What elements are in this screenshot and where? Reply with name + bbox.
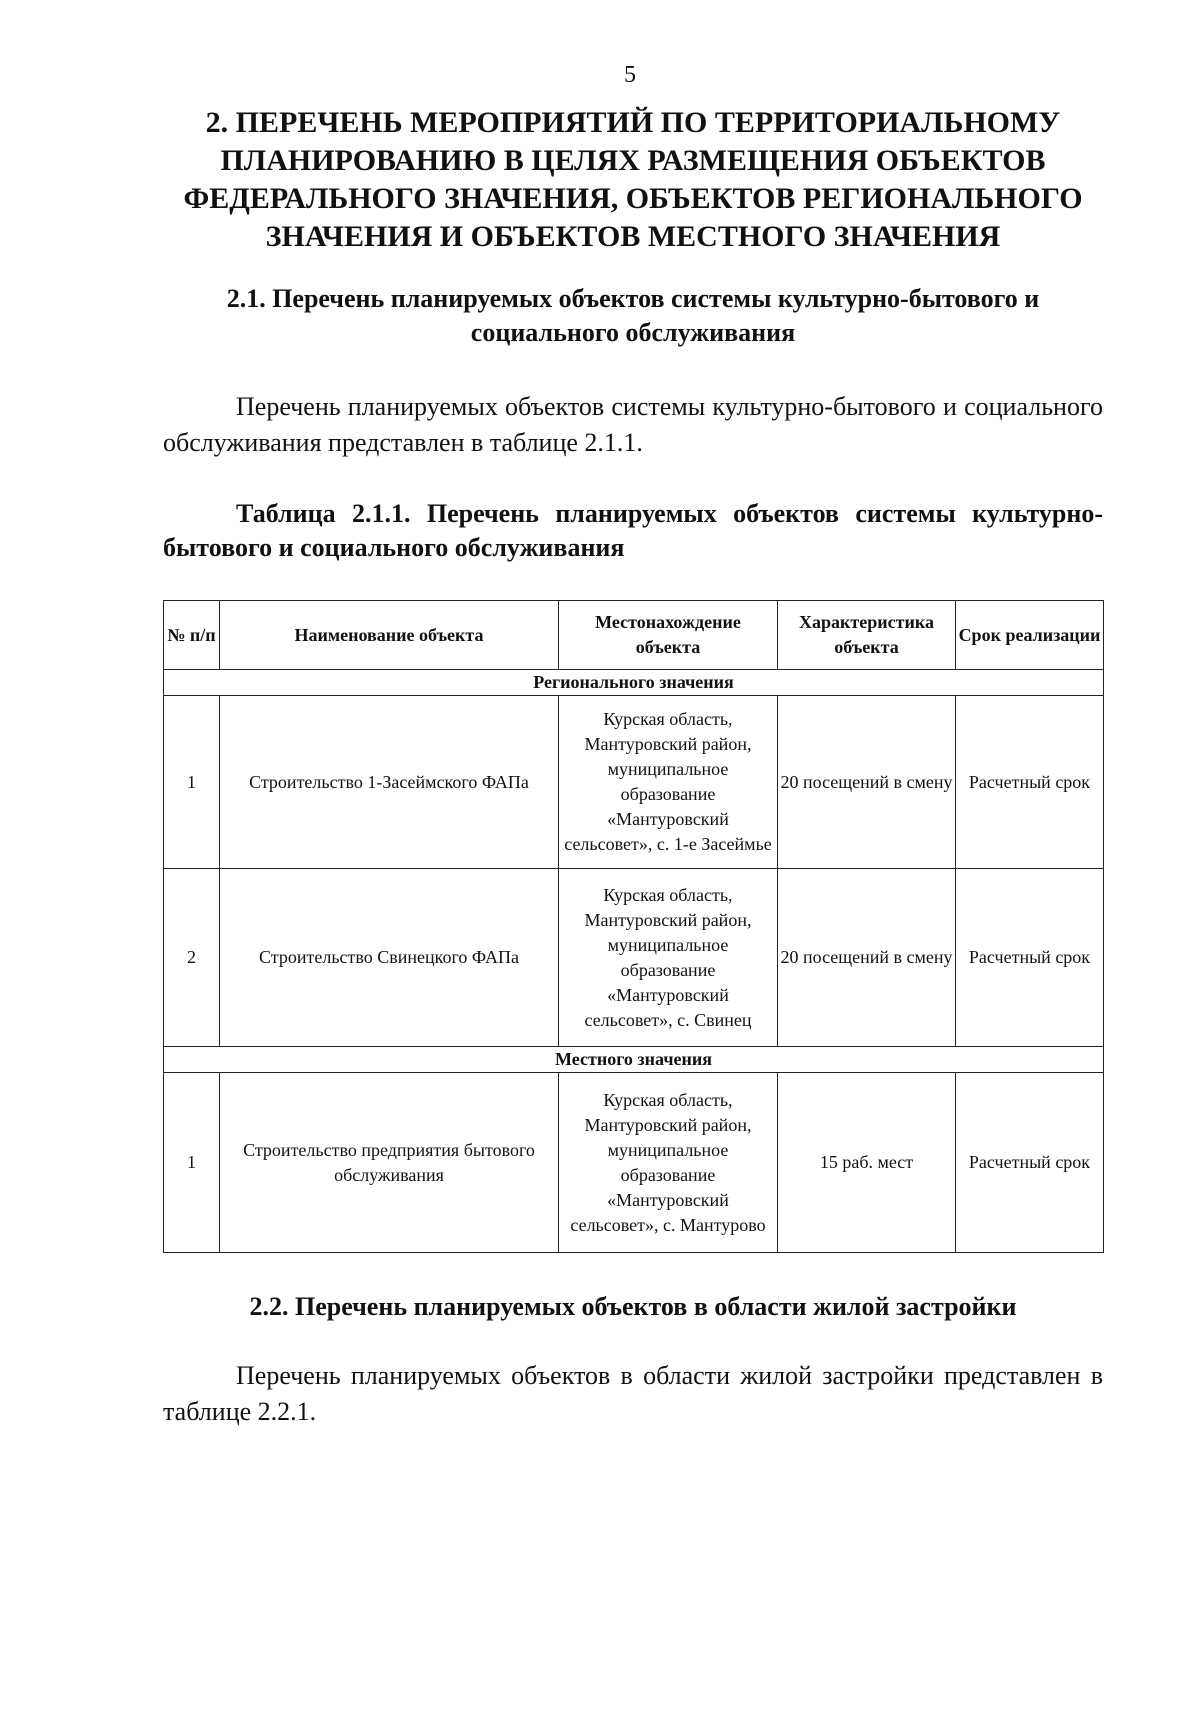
table-row [164, 696, 1104, 869]
row-term: Расчетный срок [956, 696, 1104, 869]
section-2-2-heading: 2.2. Перечень планируемых объектов в области жилой застройки [249, 1292, 1017, 1321]
section-2-2-paragraph: Перечень планируемых объектов в области жилой застройки представлен в таблице 2.2.1. [163, 1361, 1103, 1426]
group-row-regional [164, 670, 1104, 696]
row-num: 1 [164, 1073, 220, 1253]
objects-table-container [163, 600, 1103, 1253]
header-characteristic: Характеристика объекта [778, 601, 956, 670]
main-heading: 2. ПЕРЕЧЕНЬ МЕРОПРИЯТИЙ ПО ТЕРРИТОРИАЛЬНОМУ ПЛАНИРОВАНИЮ В ЦЕЛЯХ РАЗМЕЩЕНИЯ ОБЪЕКТОВ ФЕДЕРАЛЬНОГО ЗНАЧЕНИЯ, ОБЪЕКТОВ РЕГИОНАЛЬНОГО ЗНАЧЕНИЯ И ОБЪЕКТОВ МЕСТНОГО ЗНАЧЕНИЯ [183, 106, 1083, 253]
row-num: 1 [164, 696, 220, 869]
group-label: Регионального значения [164, 670, 1104, 696]
header-location: Местонахождение объекта [559, 601, 778, 670]
table-header-row [164, 601, 1104, 670]
row-num: 2 [164, 869, 220, 1047]
group-row-local [164, 1047, 1104, 1073]
row-name: Строительство предприятия бытового обслуживания [220, 1073, 559, 1253]
objects-table [163, 600, 1104, 1253]
header-term: Срок реализации [956, 601, 1104, 670]
header-num: № п/п [164, 601, 220, 670]
table-caption: Таблица 2.1.1. Перечень планируемых объектов системы культурно-бытового и социального обслуживания [163, 499, 1103, 562]
row-location: Курская область, Мантуровский район, муниципальное образование «Мантуровский сельсовет», с. Свинец [559, 869, 778, 1047]
table-row [164, 1073, 1104, 1253]
row-name: Строительство Свинецкого ФАПа [220, 869, 559, 1047]
row-name: Строительство 1-Засеймского ФАПа [220, 696, 559, 869]
section-2-1-heading: 2.1. Перечень планируемых объектов системы культурно-бытового и социального обслуживания [226, 284, 1040, 347]
header-name: Наименование объекта [220, 601, 559, 670]
section-2-1-paragraph: Перечень планируемых объектов системы культурно-бытового и социального обслуживания представлен в таблице 2.1.1. [163, 392, 1103, 457]
page-number: 5 [624, 62, 636, 88]
row-location: Курская область, Мантуровский район, муниципальное образование «Мантуровский сельсовет», с. 1-е Засеймье [559, 696, 778, 869]
row-characteristic: 20 посещений в смену [778, 869, 956, 1047]
row-term: Расчетный срок [956, 1073, 1104, 1253]
table-row [164, 869, 1104, 1047]
row-characteristic: 15 раб. мест [778, 1073, 956, 1253]
row-term: Расчетный срок [956, 869, 1104, 1047]
row-location: Курская область, Мантуровский район, муниципальное образование «Мантуровский сельсовет», с. Мантурово [559, 1073, 778, 1253]
row-characteristic: 20 посещений в смену [778, 696, 956, 869]
group-label: Местного значения [164, 1047, 1104, 1073]
